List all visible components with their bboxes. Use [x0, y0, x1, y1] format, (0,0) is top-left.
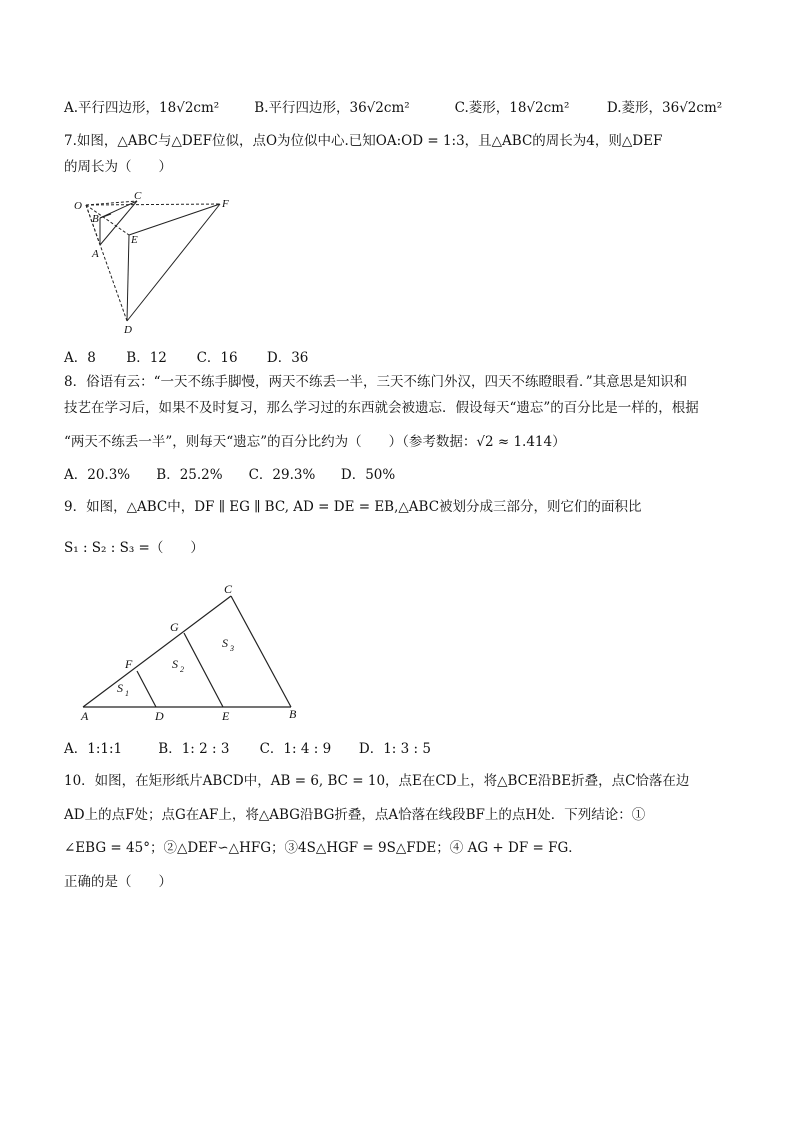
q9-stem-line2: S₁ : S₂ : S₃ =（ ） — [64, 540, 204, 556]
q8-stem-line1: 8．俗语有云：“一天不练手脚慢，两天不练丢一半，三天不练门外汉，四天不练瞪眼看．”其意思是知识和 — [64, 374, 688, 390]
label-g: G — [170, 620, 179, 634]
label-s3-sub: 3 — [230, 644, 234, 653]
q10-stem-line1: 10．如图，在矩形纸片ABCD中，AB = 6, BC = 10，点E在CD上，将△BCE沿BE折叠，点C恰落在边 — [64, 773, 690, 789]
q10-stem-line4: 正确的是（ ） — [64, 874, 172, 890]
label-a: A — [81, 709, 89, 723]
q6-option-a: A.平行四边形，18√2cm² — [64, 100, 220, 116]
q7-stem-line2: 的周长为（ ） — [64, 159, 172, 175]
ray-oe — [86, 205, 129, 235]
label-s1: S — [117, 681, 123, 695]
label-s2: S — [172, 657, 178, 671]
q8-stem-line3: “两天不练丢一半”，则每天“遗忘”的百分比约为（ ）（参考数据：√2 ≈ 1.414） — [64, 434, 566, 450]
label-c: C — [224, 582, 233, 596]
q7-options — [64, 348, 308, 368]
q6-options — [64, 98, 722, 118]
q9-option-c: C．1: 4 : 9 — [259, 741, 332, 757]
label-b: B — [92, 213, 99, 225]
seg-de — [127, 235, 129, 321]
q7-option-c: C．16 — [196, 350, 238, 366]
q6-option-d: D.菱形，36√2cm² — [606, 100, 723, 116]
label-f: F — [125, 657, 133, 671]
label-s2-sub: 2 — [180, 665, 184, 674]
seg-bc — [231, 596, 291, 707]
ray-of — [86, 204, 220, 205]
ray-ob — [86, 205, 100, 245]
seg-ac — [83, 596, 231, 707]
q9-option-d: D．1: 3 : 5 — [358, 741, 431, 757]
q7-option-a: A．8 — [64, 350, 96, 366]
q8-option-b: B．25.2% — [156, 467, 223, 483]
q6-option-c: C.菱形，18√2cm² — [454, 100, 570, 116]
q9-option-b: B．1: 2 : 3 — [158, 741, 230, 757]
seg-ca — [100, 201, 137, 245]
q8-option-a: A．20.3% — [64, 467, 131, 483]
label-e: E — [131, 234, 138, 246]
ray-oc — [86, 201, 137, 205]
ray-od — [86, 205, 127, 321]
q9-option-a: A．1:1:1 — [64, 741, 123, 757]
q7-option-b: B．12 — [126, 350, 167, 366]
q9-options — [64, 739, 431, 759]
q10-stem-line2: AD上的点F处；点G在AF上，将△ABG沿BG折叠，点A恰落在线段BF上的点H处．下列结论：① — [64, 807, 646, 823]
seg-ef — [129, 204, 220, 235]
q7-option-d: D．36 — [266, 350, 309, 366]
label-e: E — [222, 709, 230, 723]
q8-option-d: D．50% — [340, 467, 396, 483]
q6-option-b: B.平行四边形，36√2cm² — [254, 100, 410, 116]
seg-df — [137, 671, 156, 707]
q10-stem-line3: ∠EBG = 45°；②△DEF∽△HFG；③4S△HGF = 9S△FDE；④ AG + DF = FG． — [64, 840, 582, 856]
label-d: D — [155, 709, 164, 723]
label-c: C — [134, 190, 142, 202]
seg-b-tick — [100, 214, 111, 218]
label-d: D — [124, 324, 132, 336]
label-a: A — [92, 248, 99, 260]
label-s1-sub: 1 — [125, 689, 129, 698]
q8-option-c: C．29.3% — [248, 467, 316, 483]
label-s3: S — [222, 636, 228, 650]
q7-stem-line1: 7.如图，△ABC与△DEF位似，点O为位似中心.已知OA:OD = 1:3，且△ABC的周长为4，则△DEF — [64, 133, 663, 149]
seg-bc — [100, 201, 137, 218]
label-b: B — [289, 707, 297, 721]
q8-options — [64, 465, 395, 485]
q8-stem-line2: 技艺在学习后，如果不及时复习，那么学习过的东西就会被遗忘．假设每天“遗忘”的百分比是一样的，根据 — [64, 400, 699, 416]
label-o: O — [74, 200, 82, 212]
label-f: F — [222, 198, 229, 210]
q9-stem-line1: 9．如图，△ABC中，DF ∥ EG ∥ BC, AD = DE = EB,△ABC被划分成三部分，则它们的面积比 — [64, 499, 642, 515]
seg-fd — [127, 204, 220, 321]
seg-eg — [184, 633, 223, 707]
